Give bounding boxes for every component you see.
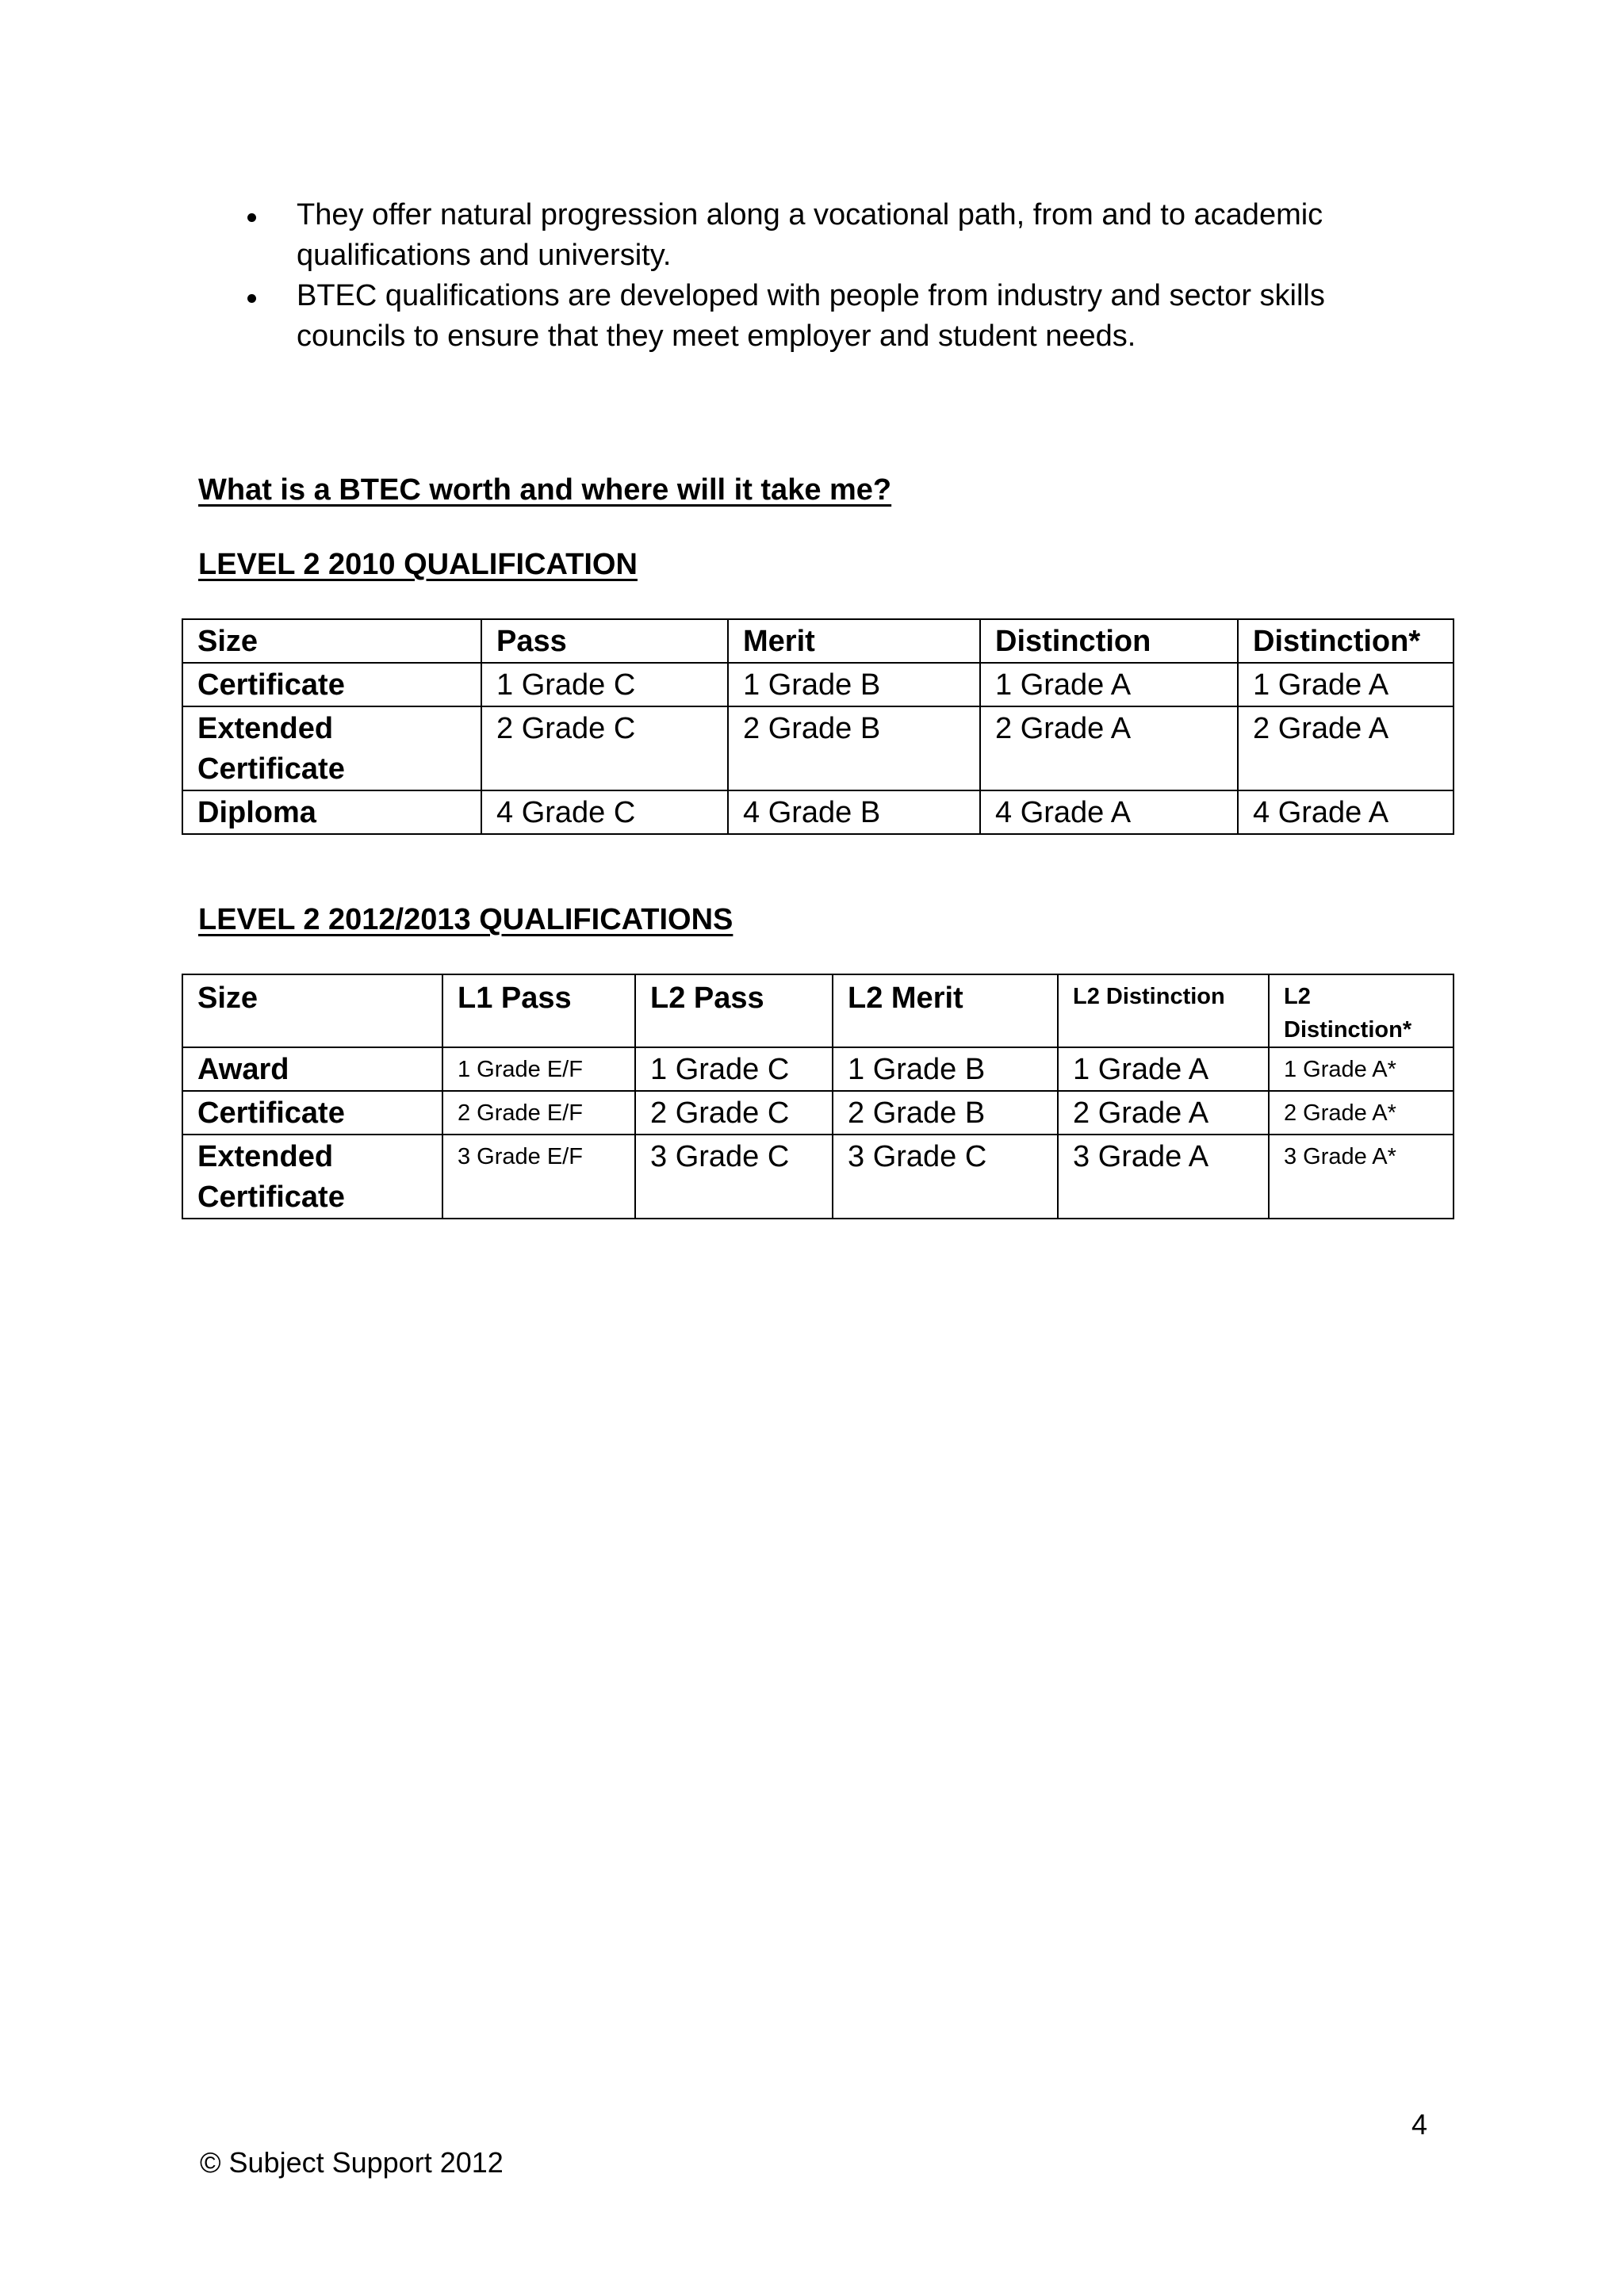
qualification-table-2012-2013 — [182, 974, 1454, 1219]
table-cell: 1 Grade C — [635, 1047, 833, 1091]
table-cell: 1 Grade A — [980, 663, 1238, 706]
bullet-list — [243, 195, 1416, 357]
table-cell: 2 Grade B — [728, 706, 980, 790]
table-row — [182, 663, 1454, 706]
section-heading: What is a BTEC worth and where will it take me? — [198, 473, 892, 507]
header-cell: Distinction* — [1238, 619, 1454, 663]
bullet-item — [243, 276, 1416, 357]
page-number: 4 — [1411, 2108, 1428, 2141]
table-cell: 3 Grade A* — [1269, 1135, 1454, 1219]
header-cell: Size — [182, 974, 442, 1047]
footer-copyright: © Subject Support 2012 — [200, 2146, 504, 2179]
table-row — [182, 1091, 1454, 1135]
bullet-text: They offer natural progression along a vocational path, from and to academic qualifications and university. — [297, 198, 1323, 272]
table-cell: 2 Grade A — [1238, 706, 1454, 790]
header-cell: Pass — [481, 619, 728, 663]
table-cell: 3 Grade C — [833, 1135, 1058, 1219]
bullet-dot-icon — [247, 294, 256, 303]
bullet-text: BTEC qualifications are developed with people from industry and sector skills councils to ensure that they meet employer and student needs. — [297, 279, 1325, 353]
bullet-dot-icon — [247, 213, 256, 222]
table-row — [182, 1135, 1454, 1219]
table-cell: 4 Grade B — [728, 790, 980, 834]
table-cell: 1 Grade C — [481, 663, 728, 706]
table-row — [182, 1047, 1454, 1091]
header-cell: Size — [182, 619, 481, 663]
table-row — [182, 790, 1454, 834]
table-cell: 1 Grade A — [1058, 1047, 1269, 1091]
row-label: Extended Certificate — [182, 1135, 442, 1219]
table-cell: 2 Grade A — [980, 706, 1238, 790]
table-cell: 2 Grade C — [635, 1091, 833, 1135]
table-cell: 3 Grade A — [1058, 1135, 1269, 1219]
row-label: Certificate — [182, 663, 481, 706]
header-cell: Distinction — [980, 619, 1238, 663]
header-cell: L2 Distinction — [1058, 974, 1269, 1047]
header-cell: Merit — [728, 619, 980, 663]
row-label: Certificate — [182, 1091, 442, 1135]
table-row — [182, 706, 1454, 790]
table-cell: 1 Grade B — [833, 1047, 1058, 1091]
table-cell: 1 Grade E/F — [442, 1047, 635, 1091]
table1-title: LEVEL 2 2010 QUALIFICATION — [198, 548, 638, 581]
row-label: Extended Certificate — [182, 706, 481, 790]
table2-title: LEVEL 2 2012/2013 QUALIFICATIONS — [198, 903, 733, 936]
bullet-item — [243, 195, 1416, 276]
table-cell: 1 Grade B — [728, 663, 980, 706]
table-cell: 2 Grade A* — [1269, 1091, 1454, 1135]
table-cell: 4 Grade A — [980, 790, 1238, 834]
row-label: Diploma — [182, 790, 481, 834]
table-cell: 2 Grade E/F — [442, 1091, 635, 1135]
table-cell: 4 Grade A — [1238, 790, 1454, 834]
table-cell: 2 Grade B — [833, 1091, 1058, 1135]
table-cell: 1 Grade A* — [1269, 1047, 1454, 1091]
row-label: Award — [182, 1047, 442, 1091]
table-header-row — [182, 974, 1454, 1047]
table-cell: 1 Grade A — [1238, 663, 1454, 706]
header-cell: L2 Merit — [833, 974, 1058, 1047]
qualification-table-2010 — [182, 618, 1454, 835]
header-cell: L2 Pass — [635, 974, 833, 1047]
table-cell: 4 Grade C — [481, 790, 728, 834]
table-cell: 2 Grade C — [481, 706, 728, 790]
table-cell: 2 Grade A — [1058, 1091, 1269, 1135]
table-cell: 3 Grade E/F — [442, 1135, 635, 1219]
header-cell: L1 Pass — [442, 974, 635, 1047]
header-cell: L2 Distinction* — [1269, 974, 1454, 1047]
table-cell: 3 Grade C — [635, 1135, 833, 1219]
table-header-row — [182, 619, 1454, 663]
